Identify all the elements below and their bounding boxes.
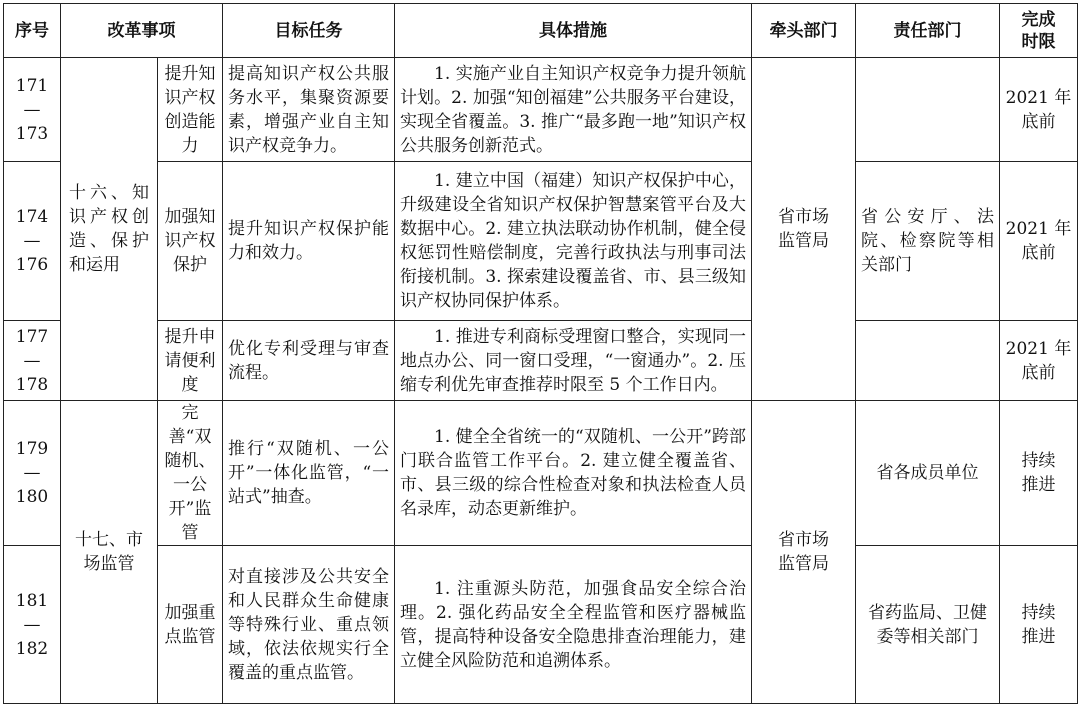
header-lead: 牵头部门 [752, 4, 856, 58]
table-row [4, 321, 1078, 401]
goal-cell: 优化专利受理与审查流程。 [223, 321, 395, 401]
table-row [4, 546, 1078, 704]
deadline-cell: 2021 年 底前 [1000, 162, 1078, 321]
measures-cell: 1. 建立中国（福建）知识产权保护中心，升级建设全省知识产权保护智慧案管平台及大数据中心。2. 建立执法联动协作机制，健全侵权惩罚性赔偿制度，完善行政执法与刑事司法衔接机制。3. 探索建设覆盖省、市、县三级知识产权协同保护体系。 [395, 162, 752, 321]
header-resp: 责任部门 [856, 4, 1000, 58]
goal-cell: 提升知识产权保护能力和效力。 [223, 162, 395, 321]
goal-cell: 推行“双随机、一公开”一体化监管，“一站式”抽查。 [223, 401, 395, 546]
deadline-cell: 持续 推进 [1000, 401, 1078, 546]
lead-dept-cell: 省市场监管局 [752, 58, 856, 401]
sub-item-cell: 完善“双随机、一公开”监管 [158, 401, 223, 546]
header-goal: 目标任务 [223, 4, 395, 58]
deadline-cell: 2021 年 底前 [1000, 321, 1078, 401]
header-measures: 具体措施 [395, 4, 752, 58]
header-row [4, 4, 1078, 58]
measures-cell: 1. 注重源头防范，加强食品安全综合治理。2. 强化药品安全全程监管和医疗器械监管，提高特种设备安全隐患排查治理能力，建立健全风险防范和追溯体系。 [395, 546, 752, 704]
seq-cell: 171— 173 [4, 58, 61, 162]
deadline-cell: 2021 年 底前 [1000, 58, 1078, 162]
category-cell: 十六、知识产权创造、保护和运用 [61, 58, 158, 401]
reform-table [3, 3, 1078, 704]
resp-dept-cell: 省公安厅、法院、检察院等相关部门 [856, 162, 1000, 321]
seq-cell: 181— 182 [4, 546, 61, 704]
seq-cell: 179— 180 [4, 401, 61, 546]
table-row [4, 162, 1078, 321]
deadline-cell: 持续 推进 [1000, 546, 1078, 704]
resp-dept-cell [856, 58, 1000, 162]
resp-dept-cell: 省药监局、卫健委等相关部门 [856, 546, 1000, 704]
sub-item-cell: 加强知识产权保护 [158, 162, 223, 321]
sub-item-cell: 提升知识产权创造能力 [158, 58, 223, 162]
sub-item-cell: 加强重点监管 [158, 546, 223, 704]
header-seq: 序号 [4, 4, 61, 58]
measures-cell: 1. 实施产业自主知识产权竞争力提升领航计划。2. 加强“知创福建”公共服务平台建设，实现全省覆盖。3. 推广“最多跑一地”知识产权公共服务创新范式。 [395, 58, 752, 162]
header-item: 改革事项 [61, 4, 223, 58]
resp-dept-cell: 省各成员单位 [856, 401, 1000, 546]
goal-cell: 提高知识产权公共服务水平，集聚资源要素，增强产业自主知识产权竞争力。 [223, 58, 395, 162]
measures-cell: 1. 健全全省统一的“双随机、一公开”跨部门联合监管工作平台。2. 建立健全覆盖省、市、县三级的综合性检查对象和执法检查人员名录库，动态更新维护。 [395, 401, 752, 546]
table-row [4, 401, 1078, 546]
category-cell: 十七、市场监管 [61, 401, 158, 704]
header-deadline: 完成 时限 [1000, 4, 1078, 58]
sub-item-cell: 提升申请便利度 [158, 321, 223, 401]
seq-cell: 177— 178 [4, 321, 61, 401]
goal-cell: 对直接涉及公共安全和人民群众生命健康等特殊行业、重点领域，依法依规实行全覆盖的重点监管。 [223, 546, 395, 704]
seq-cell: 174— 176 [4, 162, 61, 321]
resp-dept-cell [856, 321, 1000, 401]
table-row [4, 58, 1078, 162]
lead-dept-cell: 省市场监管局 [752, 401, 856, 704]
measures-cell: 1. 推进专利商标受理窗口整合，实现同一地点办公、同一窗口受理，“一窗通办”。2. 压缩专利优先审查推荐时限至 5 个工作日内。 [395, 321, 752, 401]
